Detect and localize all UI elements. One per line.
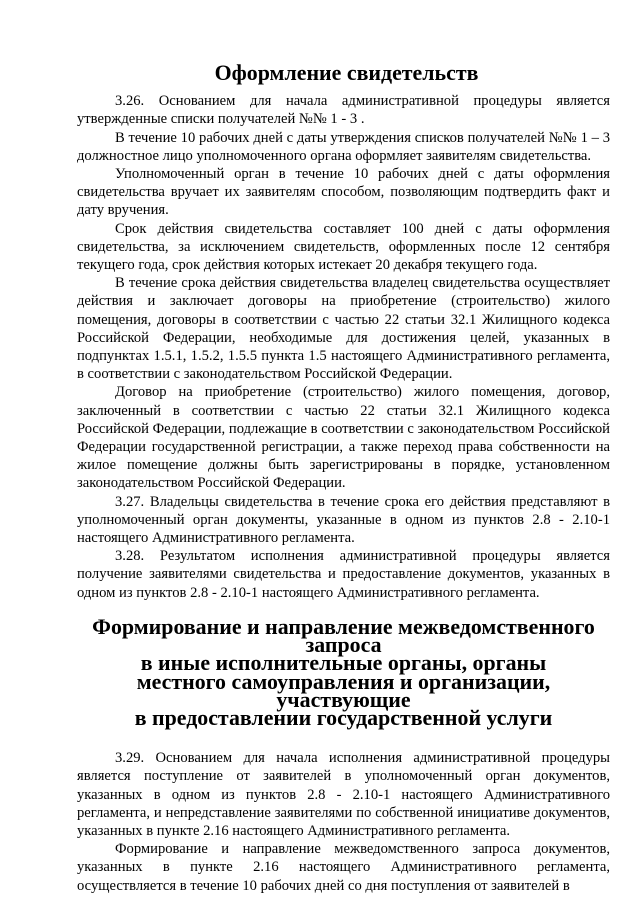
paragraph-request-forming: Формирование и направление межведомственного запроса документов, указанных в пункте 2.16 настоящего Административного регламента, осуществляется в течение 10 рабочих дней со дня поступления от заявителей в xyxy=(77,841,610,894)
paragraph-delivery: Уполномоченный орган в течение 10 рабочих дней с даты оформления свидетельства вручает их заявителям способом, позволяющим подтвердить факт и дату вручения. xyxy=(77,166,610,219)
section-title-line: в иные исполнительные органы, органы xyxy=(140,650,547,676)
paragraph-3-26: 3.26. Основанием для начала административной процедуры является утвержденные списки получателей №№ 1 - 3 . xyxy=(77,93,610,128)
paragraph-owner-actions: В течение срока действия свидетельства владелец свидетельства осуществляет действия и заключает договоры на приобретение (строительство) жилого помещения, договоры в соответствии с частью 22 статьи 32.1 Жилищного кодекса Российской Федерации, необходимые для достижения целей, указанных в подпунктах 1.5.1, 1.5.2, 1.5.5 пункта 1.5 настоящего Административного регламента, в соответствии с законодательством Российской Федерации. xyxy=(77,275,610,383)
section-title-line: Формирование и направление межведомственного запроса xyxy=(92,613,595,658)
paragraph-3-29: 3.29. Основанием для начала исполнения административной процедуры является поступление от заявителей в уполномоченный орган документов, указанных в одном из пунктов 2.8 - 2.10-1 настоящего Административного регламента, и непредставление заявителями по собственной инициативе документов, указанных в пункте 2.16 настоящего Административного регламента. xyxy=(77,750,610,839)
section-title-interagency-request xyxy=(77,613,610,730)
section-title-line: местного самоуправления и организации, участвующие xyxy=(136,668,551,712)
paragraph-3-28: 3.28. Результатом исполнения административной процедуры является получение заявителями свидетельства и предоставление документов, указанных в одном из пунктов 2.8 - 2.10-1 настоящего Административного регламента. xyxy=(77,548,610,601)
paragraph-3-27: 3.27. Владельцы свидетельства в течение срока его действия представляют в уполномоченный орган документы, указанные в одном из пунктов 2.8 - 2.10-1 настоящего Административного регламента. xyxy=(77,493,610,547)
section-title-certificates: Оформление свидетельств xyxy=(214,60,479,85)
paragraph-issuing-period: В течение 10 рабочих дней с даты утверждения списков получателей №№ 1 – 3 должностное лицо уполномоченного органа оформляет заявителям свидетельства. xyxy=(77,129,610,164)
document-page xyxy=(77,60,610,895)
paragraph-validity: Срок действия свидетельства составляет 100 дней с даты оформления свидетельства, за исключением свидетельств, оформленных после 12 сентября текущего года, срок действия которых истекает 20 декабря текущего года. xyxy=(77,220,610,274)
section-title-line: в предоставлении государственной услуги xyxy=(134,704,553,730)
paragraph-contract-registration: Договор на приобретение (строительство) жилого помещения, договор, заключенный в соответствии с частью 22 статьи 32.1 Жилищного кодекса Российской Федерации, подлежащие в соответствии с законодательством Российской Федерации государственной регистрации, а также переход права собственности на жилое помещение должны быть зарегистрированы в порядке, установленном законодательством Российской Федерации. xyxy=(77,384,610,492)
